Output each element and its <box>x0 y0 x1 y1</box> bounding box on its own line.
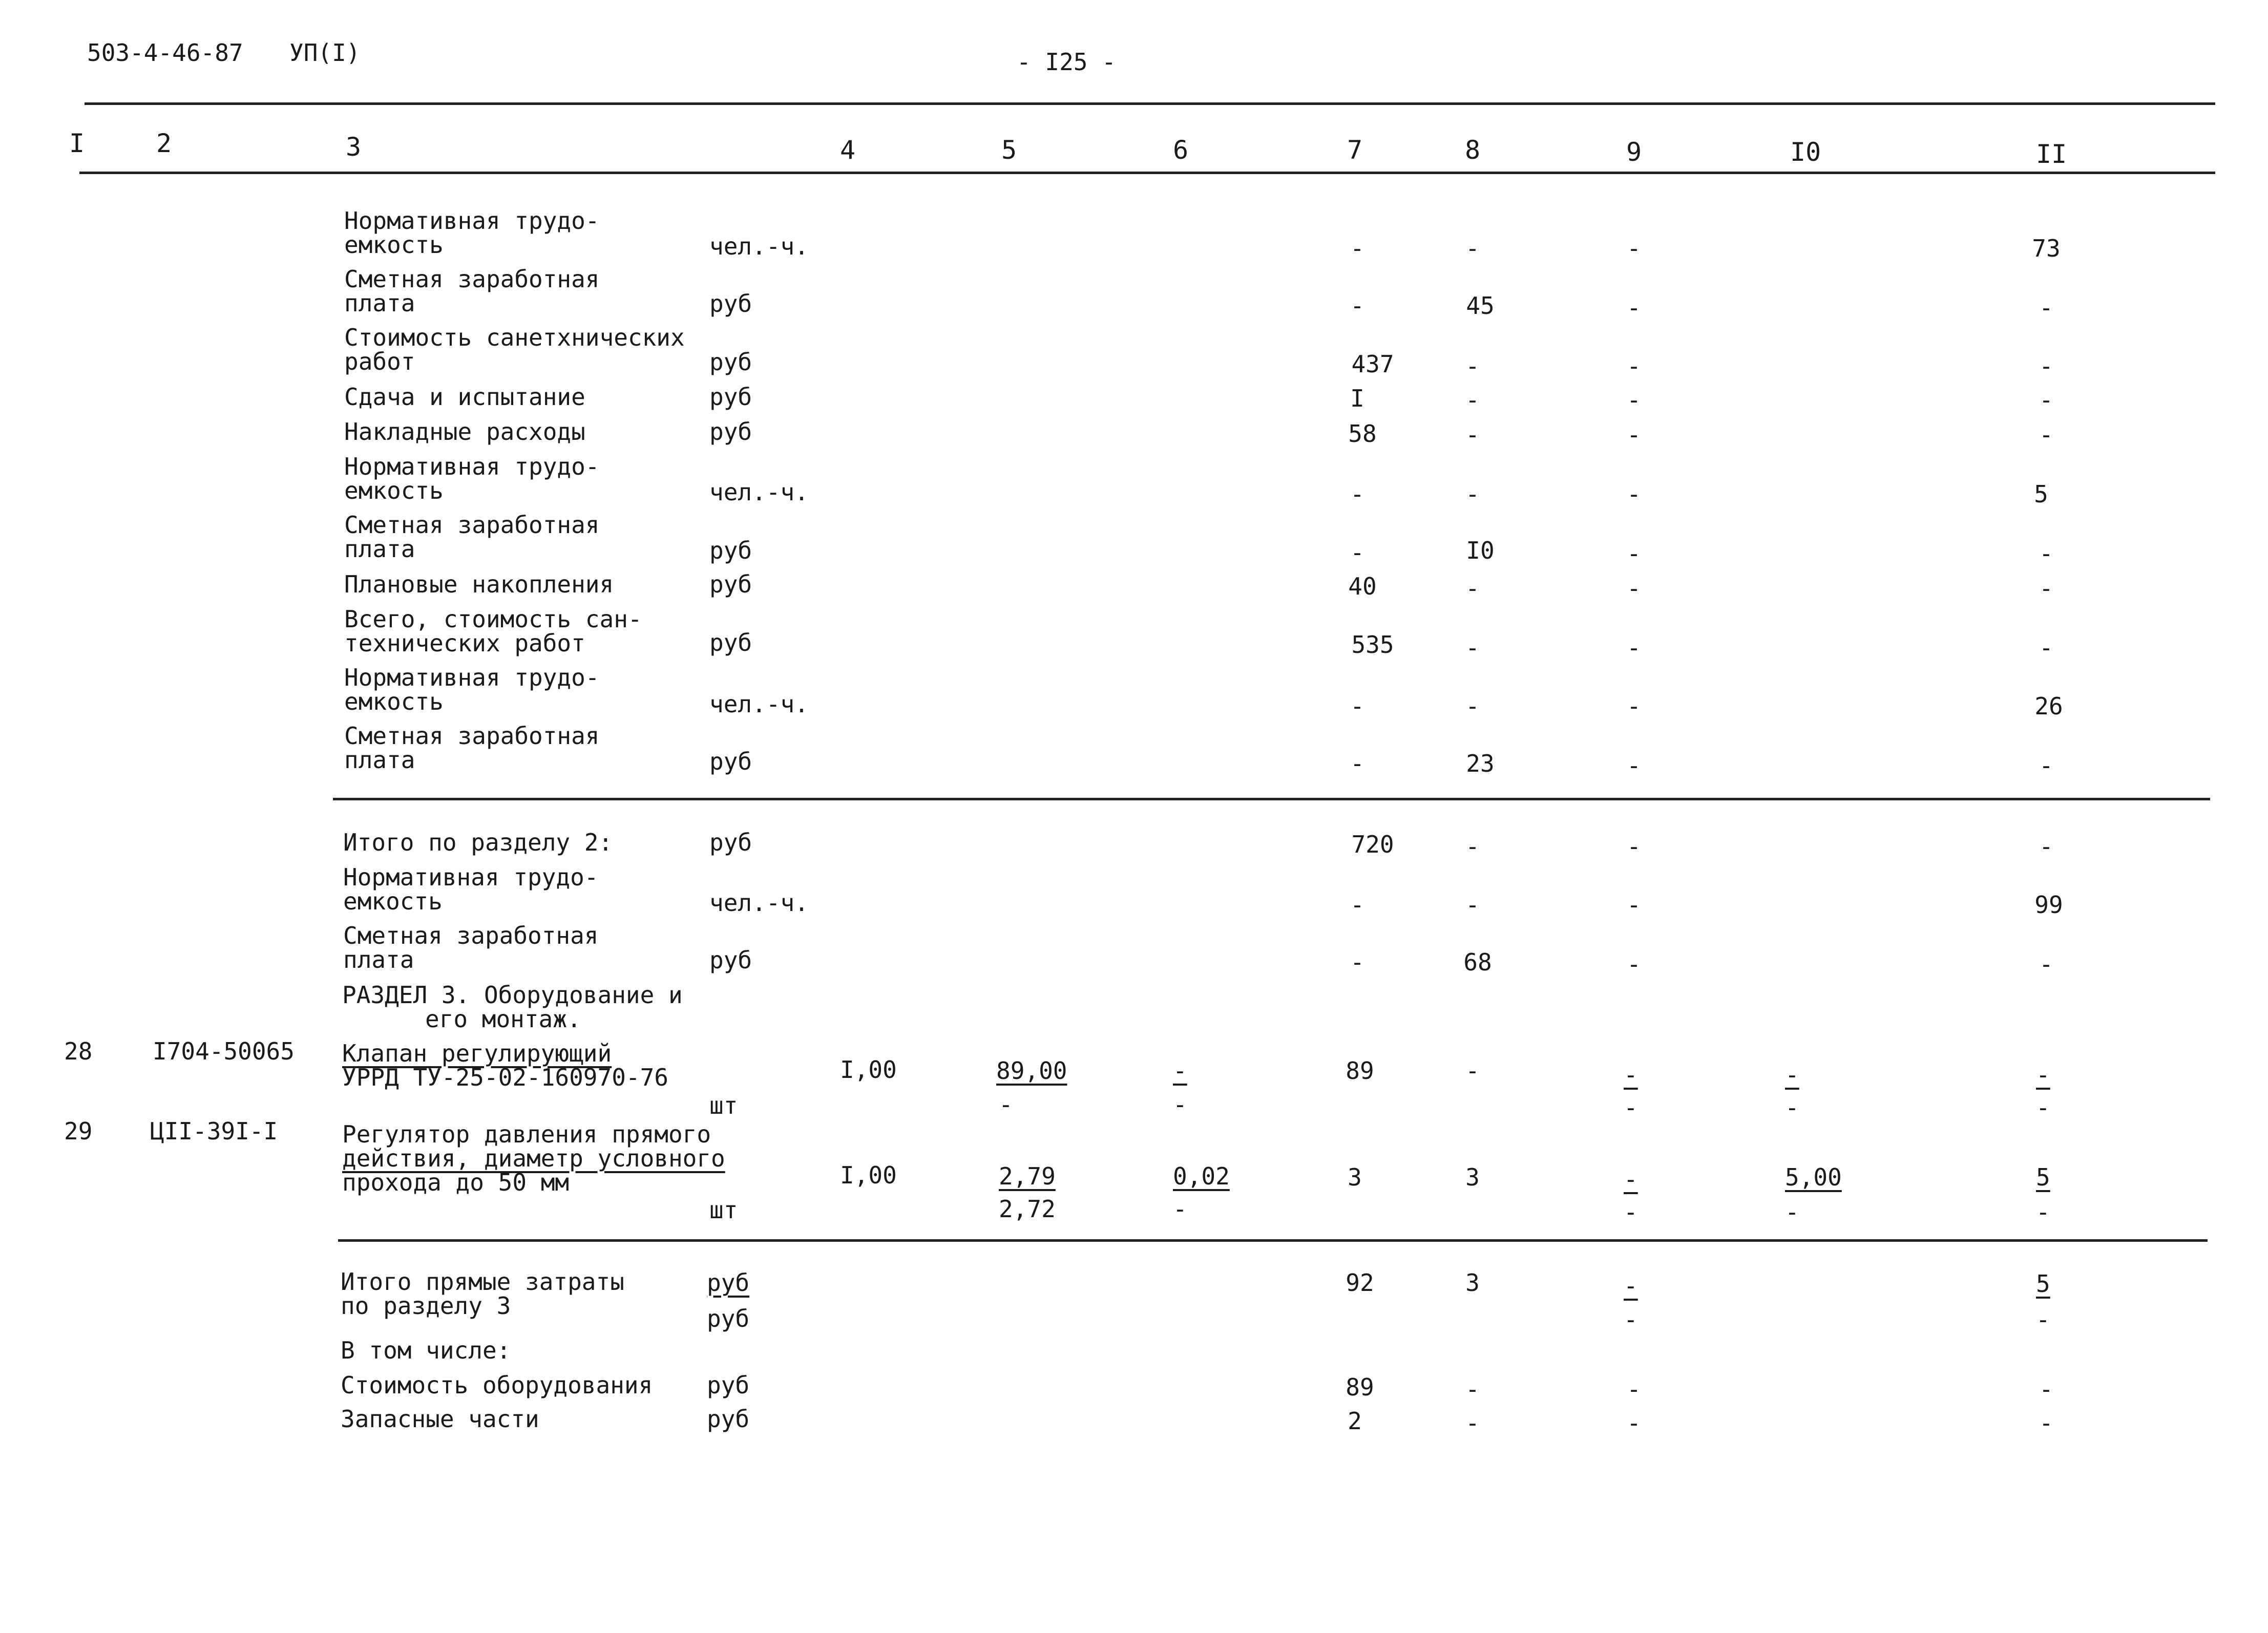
col8-cell: - <box>1465 575 1480 602</box>
item-name-line1: Клапан регулирующий <box>342 1040 612 1067</box>
col7-cell: 720 <box>1351 831 1394 858</box>
section-title-line2: его монтаж. <box>425 1005 581 1033</box>
item-name-line1: Нормативная трудо- <box>344 207 600 235</box>
col9-cell: - <box>1627 1375 1641 1403</box>
col10-cell: 5,00 <box>1785 1163 1842 1191</box>
col9-cell: - <box>1627 540 1641 567</box>
col11-cell: - <box>2039 950 2053 978</box>
col9-cell: - <box>1627 1409 1641 1437</box>
col8-cell: - <box>1465 1057 1480 1085</box>
col5-sub-cell: - <box>999 1091 1013 1118</box>
col8-cell: - <box>1465 634 1480 662</box>
item-name-line2: УРРД ТУ-25-02-160970-76 <box>342 1064 668 1091</box>
col8-cell: - <box>1465 352 1480 380</box>
column-header-4: 4 <box>840 135 856 165</box>
item-name: Стоимость оборудования <box>341 1371 653 1399</box>
col7-cell: I <box>1350 385 1364 412</box>
item-name: Итого по разделу 2: <box>343 829 613 856</box>
column-header-7: 7 <box>1347 135 1363 165</box>
item-name-line1: Сметная заработная <box>343 922 599 949</box>
col7-cell: - <box>1350 539 1364 566</box>
item-name-line2: плата <box>344 746 415 774</box>
col7-cell: 89 <box>1346 1057 1374 1085</box>
column-header-9: 9 <box>1626 137 1642 167</box>
col8-cell: - <box>1465 1409 1480 1437</box>
col8-cell: - <box>1465 891 1480 919</box>
unit-cell: руб <box>709 570 752 598</box>
item-name-line2: плата <box>343 946 414 973</box>
unit-cell: шт <box>709 1196 738 1224</box>
price-code: ЦII-39I-I <box>150 1117 278 1145</box>
col7-cell: - <box>1350 948 1364 976</box>
col9-cell: - <box>1627 891 1641 919</box>
col11-cell: - <box>2039 540 2053 567</box>
col11-sub-cell: - <box>2036 1094 2050 1121</box>
col9-cell: - <box>1627 352 1641 380</box>
item-name-line1: Сметная заработная <box>344 511 600 539</box>
col9-cell: - <box>1627 294 1641 322</box>
col11-cell: - <box>2039 1375 2053 1403</box>
col7-cell: 437 <box>1351 350 1394 378</box>
col11-cell: - <box>2039 1409 2053 1437</box>
col11-cell: - <box>2039 833 2053 860</box>
unit-cell: руб <box>709 418 752 446</box>
price-code: I704-50065 <box>153 1037 295 1065</box>
row-number: 28 <box>64 1037 93 1065</box>
item-name-line1: Сметная заработная <box>344 722 600 750</box>
col6-cell: - <box>1173 1057 1187 1085</box>
item-name-line3: прохода до 50 мм <box>342 1169 570 1196</box>
col7-cell: - <box>1350 235 1364 262</box>
col11-sub-cell: - <box>2036 1198 2050 1226</box>
column-header-10: I0 <box>1790 137 1821 167</box>
col9-cell: - <box>1624 1061 1638 1089</box>
col8-cell: - <box>1465 833 1480 860</box>
col11-cell: - <box>2036 1061 2050 1089</box>
col7-cell: - <box>1350 480 1364 508</box>
col5-sub-cell: 2,72 <box>999 1195 1056 1223</box>
unit-cell: шт <box>709 1092 738 1119</box>
unit-cell: руб <box>707 1405 750 1433</box>
col10-sub-cell: - <box>1785 1094 1799 1121</box>
col9-sub-cell: - <box>1624 1094 1638 1121</box>
col8-cell: - <box>1465 692 1480 720</box>
col8-cell: 68 <box>1463 948 1492 976</box>
col11-cell: 99 <box>2034 891 2063 919</box>
item-name: Запасные части <box>341 1405 539 1433</box>
unit-cell: чел.-ч. <box>709 690 809 718</box>
col4-cell: I,00 <box>840 1161 897 1189</box>
col9-sub-cell: - <box>1624 1306 1638 1333</box>
col7-cell: - <box>1350 692 1364 720</box>
col7-cell: 2 <box>1348 1407 1362 1435</box>
col11-cell: - <box>2039 386 2053 414</box>
col9-cell: - <box>1627 480 1641 508</box>
section-title-line1: РАЗДЕЛ 3. Оборудование и <box>342 981 683 1009</box>
col7-cell: 92 <box>1346 1269 1374 1297</box>
col5-cell: 89,00 <box>996 1057 1067 1085</box>
col4-cell: I,00 <box>840 1056 897 1084</box>
unit-cell: чел.-ч. <box>709 478 809 506</box>
col7-cell: - <box>1350 891 1364 919</box>
column-header-2: 2 <box>156 129 172 158</box>
col7-cell: - <box>1350 750 1364 777</box>
unit-cell: чел.-ч. <box>709 232 809 260</box>
item-name-line2: технических работ <box>344 629 585 657</box>
unit-cell: руб <box>707 1371 750 1399</box>
item-name-line1: Сметная заработная <box>344 265 600 293</box>
col8-cell: 23 <box>1466 750 1495 777</box>
col11-cell: - <box>2039 421 2053 449</box>
item-name-line2: действия, диаметр условного <box>342 1144 725 1172</box>
col8-cell: I0 <box>1466 537 1495 564</box>
col8-cell: - <box>1465 1375 1480 1403</box>
col5-cell: 2,79 <box>999 1162 1056 1190</box>
col6-sub-cell: - <box>1173 1091 1187 1118</box>
unit-cell: руб <box>709 290 752 317</box>
col9-cell: - <box>1627 833 1641 860</box>
item-name-line1: Стоимость санетхнических <box>344 324 685 351</box>
col11-cell: 5 <box>2036 1270 2050 1298</box>
unit-sub-cell: руб <box>707 1305 750 1332</box>
col9-cell: - <box>1627 634 1641 662</box>
col9-cell: - <box>1627 575 1641 602</box>
col8-cell: 3 <box>1465 1163 1480 1191</box>
col11-cell: - <box>2039 352 2053 380</box>
column-header-3: 3 <box>346 132 362 162</box>
item-name: Сдача и испытание <box>344 383 585 411</box>
col8-cell: - <box>1465 386 1480 414</box>
item-name-line2: по разделу 3 <box>341 1292 511 1320</box>
col11-cell: - <box>2039 752 2053 779</box>
col7-cell: 58 <box>1348 420 1377 448</box>
col8-cell: - <box>1465 480 1480 508</box>
section-divider <box>338 1239 2208 1242</box>
item-name-line2: плата <box>344 289 415 317</box>
document-code: 503-4-46-87 <box>87 39 243 67</box>
unit-cell: руб <box>709 829 752 856</box>
col6-cell: 0,02 <box>1173 1162 1230 1190</box>
header-top-rule <box>85 102 2215 105</box>
unit-cell: руб <box>709 537 752 564</box>
item-name-line2: емкость <box>344 477 444 504</box>
item-name-line1: Нормативная трудо- <box>343 863 599 891</box>
subtotal-caption: В том числе: <box>341 1337 511 1364</box>
col7-cell: 89 <box>1346 1373 1374 1401</box>
col11-cell: - <box>2039 294 2053 322</box>
item-name: Накладные расходы <box>344 418 585 446</box>
col9-sub-cell: - <box>1624 1198 1638 1226</box>
row-number: 29 <box>64 1117 93 1145</box>
col11-cell: 73 <box>2032 235 2061 262</box>
col8-cell: - <box>1465 235 1480 262</box>
col9-cell: - <box>1627 752 1641 779</box>
unit-cell: руб <box>707 1269 750 1297</box>
unit-cell: руб <box>709 383 752 411</box>
col11-cell: - <box>2039 634 2053 662</box>
col7-cell: 535 <box>1351 631 1394 659</box>
col9-cell: - <box>1624 1165 1638 1193</box>
col9-cell: - <box>1627 421 1641 449</box>
header-bottom-rule <box>79 172 2215 174</box>
item-name-line2: работ <box>344 348 415 375</box>
col9-cell: - <box>1627 950 1641 978</box>
col11-cell: - <box>2039 575 2053 602</box>
item-name-line2: емкость <box>343 887 443 915</box>
item-name-line1: Регулятор давления прямого <box>342 1120 711 1148</box>
unit-cell: руб <box>709 946 752 974</box>
item-name-line1: Нормативная трудо- <box>344 453 600 480</box>
col8-cell: 45 <box>1466 292 1495 320</box>
column-header-6: 6 <box>1173 135 1189 165</box>
item-name-line2: емкость <box>344 688 444 715</box>
col9-cell: - <box>1624 1272 1638 1300</box>
col11-cell: 5 <box>2036 1163 2050 1191</box>
col9-cell: - <box>1627 386 1641 414</box>
column-header-8: 8 <box>1465 135 1481 165</box>
col9-cell: - <box>1627 692 1641 720</box>
col8-cell: 3 <box>1465 1269 1480 1297</box>
item-name-line1: Всего, стоимость сан- <box>344 605 642 633</box>
col7-cell: 40 <box>1348 572 1377 600</box>
col11-sub-cell: - <box>2036 1306 2050 1333</box>
unit-cell: чел.-ч. <box>709 889 809 917</box>
col7-cell: - <box>1350 292 1364 320</box>
unit-cell: руб <box>709 629 752 656</box>
item-name-line2: емкость <box>344 231 444 259</box>
col8-cell: - <box>1465 421 1480 449</box>
col6-sub-cell: - <box>1173 1195 1187 1223</box>
item-name-line1: Нормативная трудо- <box>344 664 600 691</box>
item-name-line1: Итого прямые затраты <box>341 1268 624 1296</box>
col10-sub-cell: - <box>1785 1198 1799 1226</box>
unit-cell: руб <box>709 348 752 376</box>
unit-cell: руб <box>709 748 752 775</box>
column-header-5: 5 <box>1001 135 1017 165</box>
col10-cell: - <box>1785 1061 1799 1089</box>
section-divider <box>333 798 2210 800</box>
col9-cell: - <box>1627 235 1641 262</box>
col11-cell: 26 <box>2034 692 2063 720</box>
column-header-11: II <box>2036 139 2067 169</box>
volume-label: УП(I) <box>289 39 361 67</box>
item-name: Плановые накопления <box>344 570 614 598</box>
item-name-line2: плата <box>344 535 415 563</box>
page-number: - I25 - <box>1017 48 1116 76</box>
col11-cell: 5 <box>2034 480 2048 508</box>
column-header-1: I <box>69 129 85 158</box>
col7-cell: 3 <box>1348 1163 1362 1191</box>
